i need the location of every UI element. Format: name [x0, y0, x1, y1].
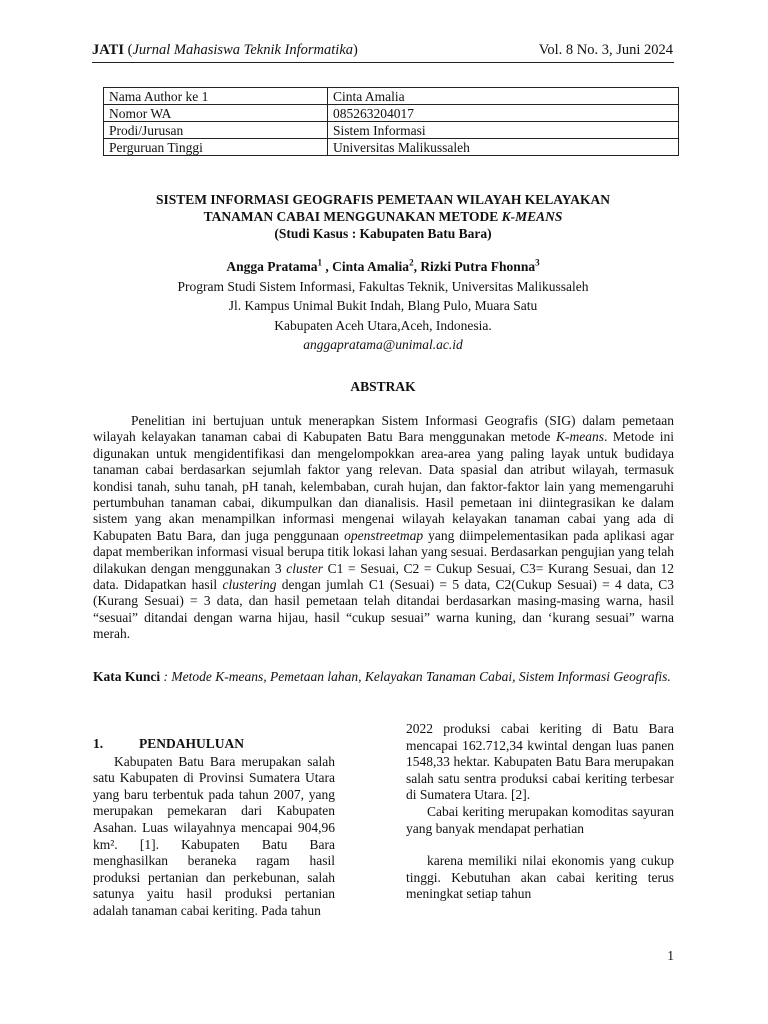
abstract-text: Penelitian ini bertujuan untuk menerapkan Sistem Informasi Geografis (SIG) dalam pemetaan wilayah kelayakan tanaman cabai di Kabupaten Batu Bara menggunakan metode K-means. Metode ini digunakan untuk mengidentifikasi dan mengelompokkan area-area yang paling layak untuk budidaya tanaman cabai berdasarkan sejumlah faktor yang relevan. Data spasial dan atribut wilayah, termasuk kondisi tanah, suhu tanah, pH tanah, kelembaban, curah hujan, dan faktor-faktor lain yang memengaruhi pertumbuhan tanaman cabai, dikumpulkan dan dianalisis. Hasil pemetaan ini diintegrasikan ke dalam sistem yang akan menampilkan informasi mengenai wilayah kelayakan tanaman cabai yang ada di Kabupaten Batu Bara, dan juga penggunaan openstreetmap yang diimpelementasikan pada aplikasi agar dapat memberikan informasi visual berupa titik lokasi lahan yang sesuai. Berdasarkan pengujian yang telah dilakukan dengan menggunakan 3 cluster C1 = Sesuai, C2 = Cukup Sesuai, C3= Kurang Sesuai, dan 12 data. Didapatkan hasil clustering dengan jumlah C1 (Sesuai) = 5 data, C2(Cukup Sesuai) = 4 data, C3 (Kurang Sesuai) = 3 data, dan hasil pemetaan telah ditandai berdasarkan masing-masing warna, hasil “sesuai” ditandai dengan warna hijau, hasil “cukup sesuai” warna kuning, dan ‘kurang sesuai” warna merah.	[93, 413, 675, 642]
abstract-heading: ABSTRAK	[350, 379, 416, 394]
paper-title: SISTEM INFORMASI GEOGRAFIS PEMETAAN WILAYAH KELAYAKAN TANAMAN CABAI MENGGUNAKAN METODE K-MEANS (Studi Kasus : Kabupaten Batu Bara)	[92, 191, 674, 242]
address-line: Jl. Kampus Unimal Bukit Indah, Blang Pulo, Muara Satu	[228, 298, 538, 313]
right-column	[406, 721, 674, 903]
body-paragraph: karena memiliki nilai ekonomis yang cukup tinggi. Kebutuhan akan cabai keriting terus meningkat setiap tahun	[406, 853, 674, 902]
paper-subtitle: (Studi Kasus : Kabupaten Batu Bara)	[274, 226, 492, 241]
table-cell: 085263204017	[328, 105, 679, 122]
table-cell: Prodi/Jurusan	[104, 122, 328, 139]
body-paragraph: Cabai keriting merupakan komoditas sayuran yang banyak mendapat perhatian	[406, 803, 674, 836]
journal-name: JATI (Jurnal Mahasiswa Teknik Informatika)	[92, 42, 358, 58]
keywords: Kata Kunci : Metode K-means, Pemetaan lahan, Kelayakan Tanaman Cabai, Sistem Informasi Geografis.	[93, 669, 671, 684]
table-cell: Nama Author ke 1	[104, 88, 328, 105]
left-column	[93, 736, 335, 920]
body-paragraph: 2022 produksi cabai keriting di Batu Bara mencapai 162.712,34 kwintal dengan luas panen 1548,33 hektar. Kabupaten Batu Bara merupakan salah satu sentra produksi cabai keriting terbesar di Sumatera Utara. [2].	[406, 721, 674, 803]
body-paragraph: Kabupaten Batu Bara merupakan salah satu Kabupaten di Provinsi Sumatera Utara yang baru terbentuk pada tahun 2007, yang merupakan pemekaran dari Kabupaten Asahan. Luas wilayahnya mencapai 904,96 km². [1]. Kabupaten Batu Bara menghasilkan beraneka ragam hasil produksi pertanian dan perkebunan, salah satunya yaitu hasil produksi pertanian adalah tanaman cabai keriting. Pada tahun	[93, 753, 335, 918]
section-heading: 1. PENDAHULUAN	[93, 736, 245, 751]
affiliation: Program Studi Sistem Informasi, Fakultas Teknik, Universitas Malikussaleh	[177, 278, 589, 294]
table-cell: Universitas Malikussaleh	[328, 139, 679, 156]
table-cell: Perguruan Tinggi	[104, 139, 328, 156]
table-row	[104, 139, 679, 156]
journal-volume: Vol. 8 No. 3, Juni 2024	[538, 42, 673, 58]
header-divider	[92, 62, 674, 63]
page-number: 1	[667, 948, 674, 963]
table-row	[104, 88, 679, 105]
author-names: Angga Pratama$^1$ , Cinta Amalia$^2$, Rizki Putra Fhonna$^3$	[226, 257, 540, 274]
author-block	[92, 257, 674, 355]
table-cell: Cinta Amalia	[328, 88, 679, 105]
address-line: Kabupaten Aceh Utara,Aceh, Indonesia.	[274, 317, 492, 333]
table-row	[104, 105, 679, 122]
author-email: anggapratama@unimal.ac.id	[303, 337, 463, 352]
table-cell: Sistem Informasi	[328, 122, 679, 139]
author-info-table	[103, 87, 679, 156]
table-cell: Nomor WA	[104, 105, 328, 122]
table-row	[104, 122, 679, 139]
